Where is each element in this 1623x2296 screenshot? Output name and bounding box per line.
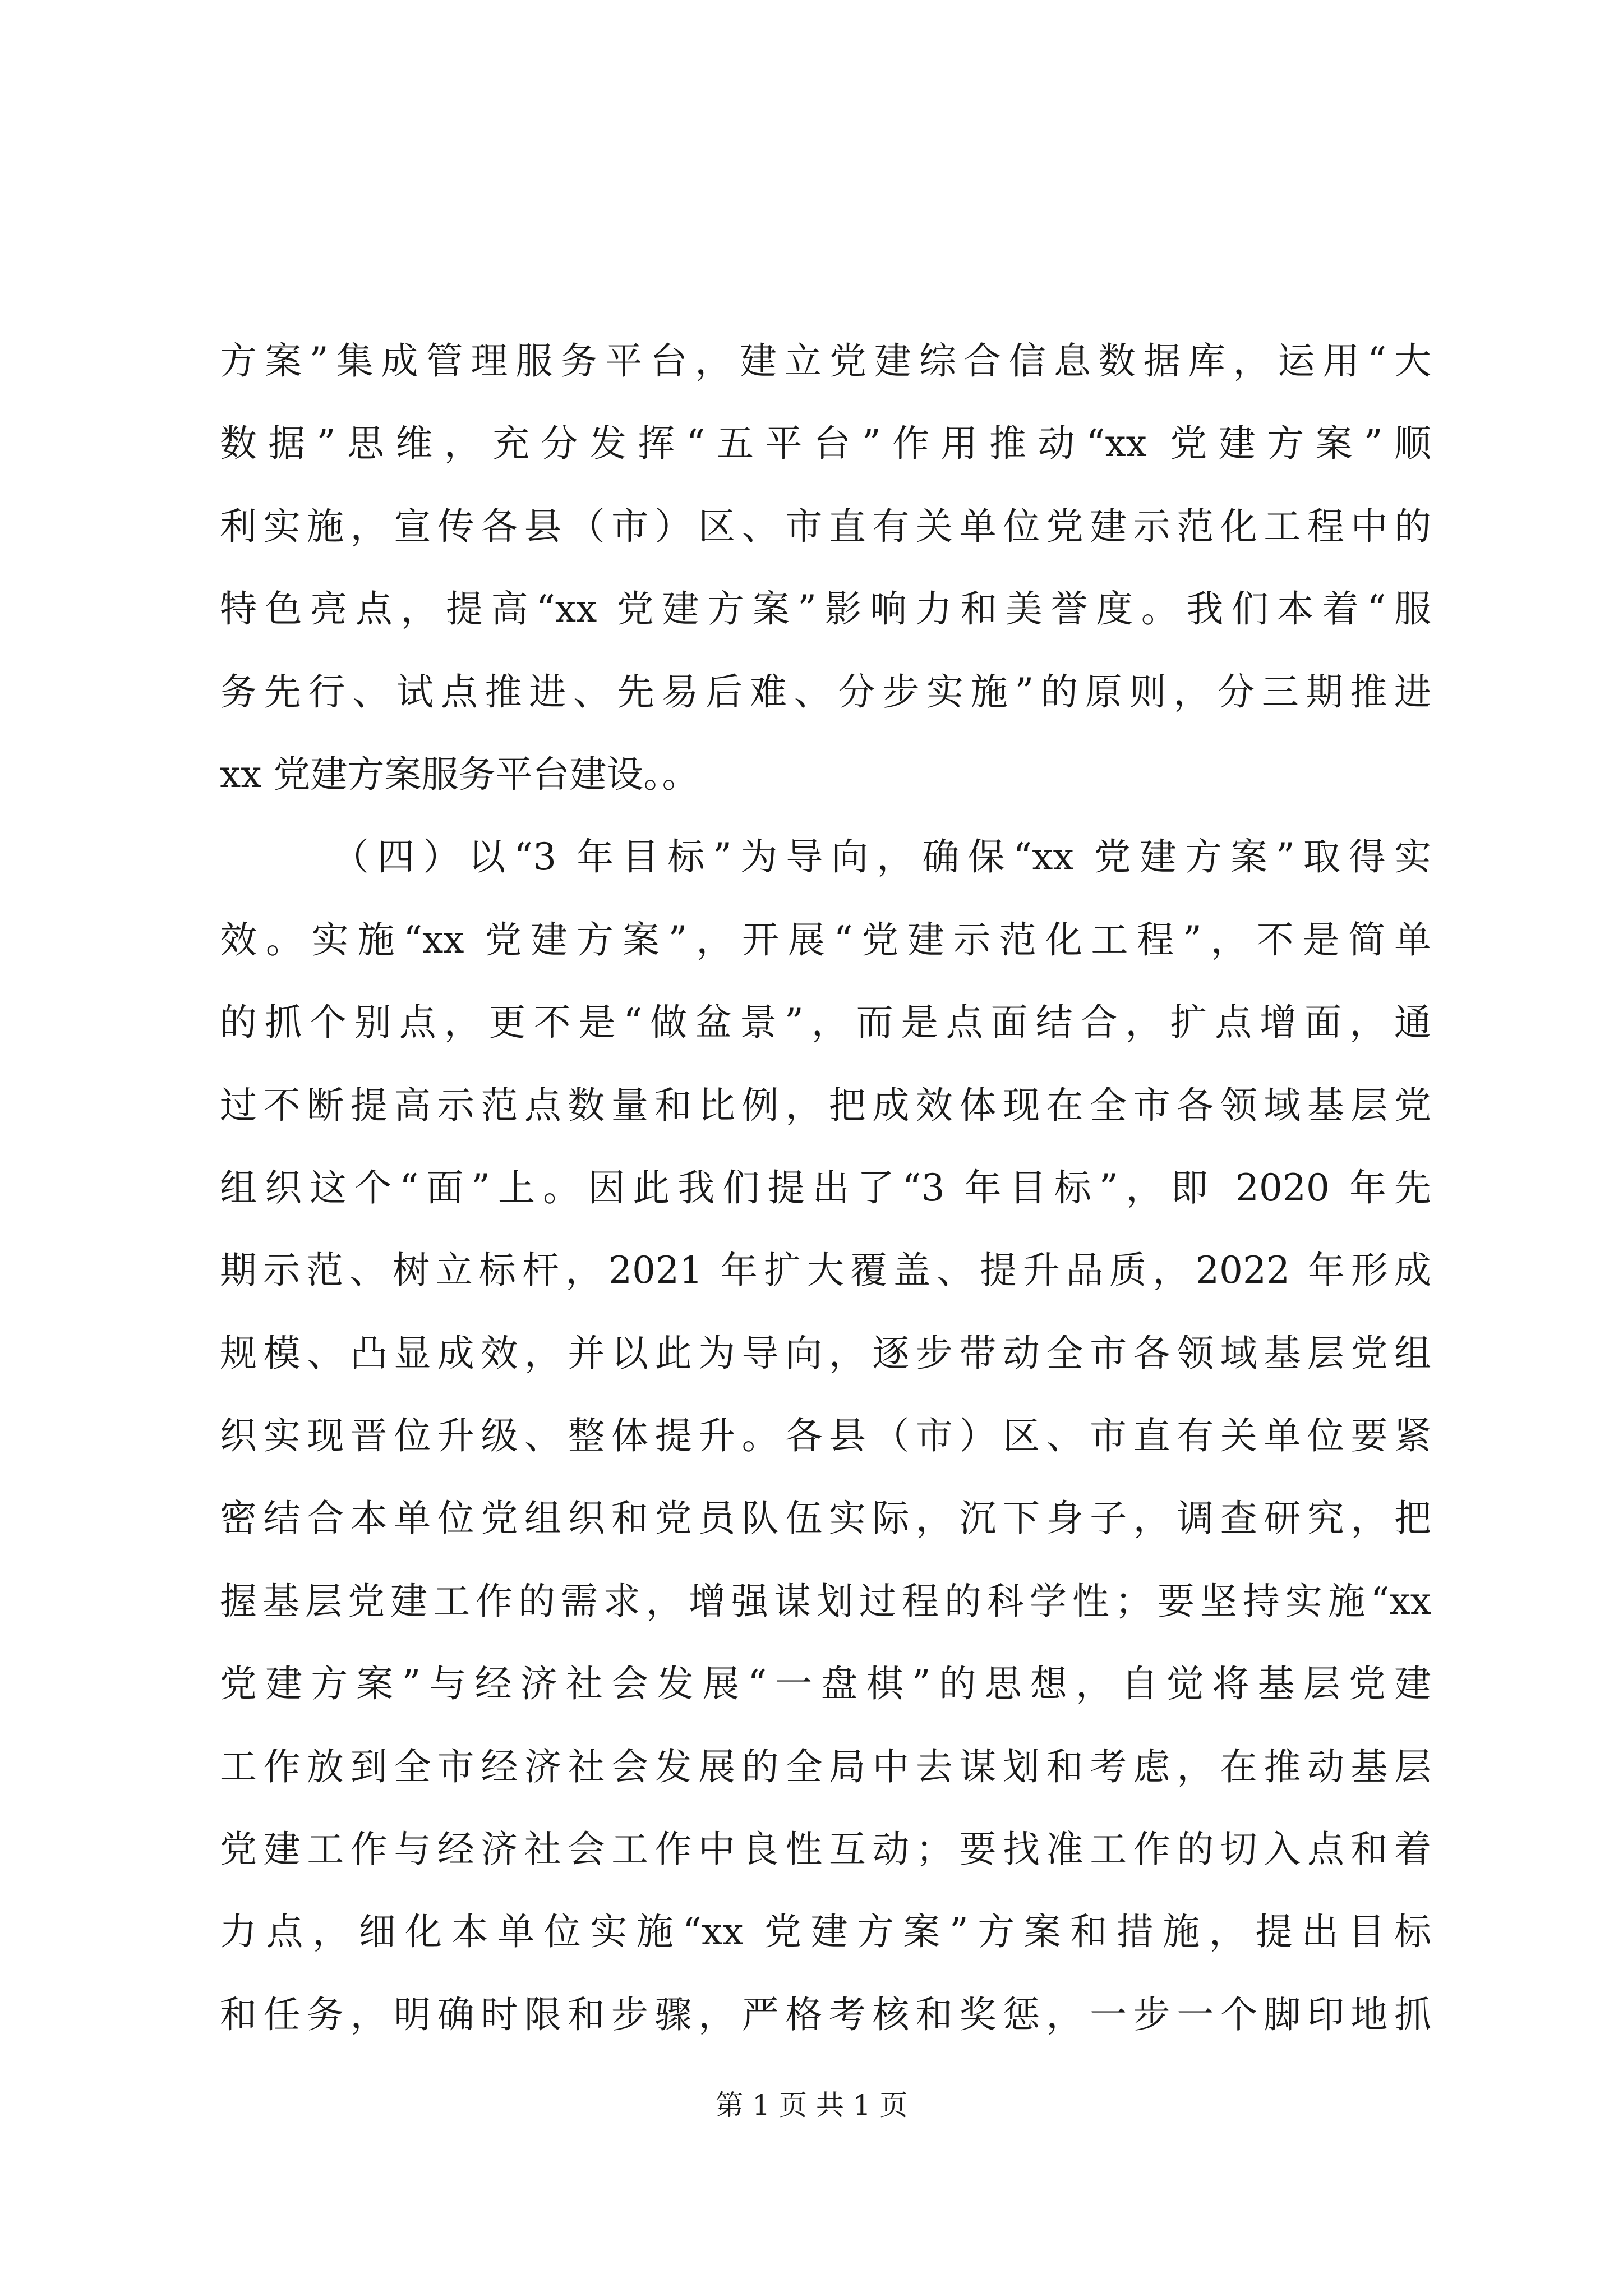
text-line: 和任务，明确时限和步骤，严格考核和奖惩，一步一个脚印地抓 xyxy=(220,1993,1431,2036)
page-footer: 第 1 页 共 1 页 xyxy=(715,2089,908,2122)
text-line: 党建方案”与经济社会发展“一盘棋”的思想，自觉将基层党建 xyxy=(220,1662,1431,1706)
text-line: 过不断提高示范点数量和比例，把成效体现在全市各领域基层党 xyxy=(220,1083,1431,1127)
text-line: 工作放到全市经济社会发展的全局中去谋划和考虑，在推动基层 xyxy=(220,1745,1431,1788)
text-line: 效。实施“xx 党建方案”，开展“党建示范化工程”，不是简单 xyxy=(220,918,1431,961)
text-line: 密结合本单位党组织和党员队伍实际，沉下身子，调查研究，把 xyxy=(220,1497,1431,1540)
text-line: 特色亮点，提高“xx 党建方案”影响力和美誉度。我们本着“服 xyxy=(220,587,1431,631)
text-line: 期示范、树立标杆，2021 年扩大覆盖、提升品质，2022 年形成 xyxy=(220,1249,1431,1292)
body-text xyxy=(220,320,1431,2056)
paragraph-heading-line: （四）以“3 年目标”为导向，确保“xx 党建方案”取得实 xyxy=(332,835,1431,879)
text-line: xx 党建方案服务平台建设。。 xyxy=(220,752,699,796)
text-line: 方案”集成管理服务平台，建立党建综合信息数据库，运用“大 xyxy=(220,339,1431,383)
text-line: 织实现晋位升级、整体提升。各县（市）区、市直有关单位要紧 xyxy=(220,1414,1431,1458)
text-line: 握基层党建工作的需求，增强谋划过程的科学性；要坚持实施“xx xyxy=(220,1579,1431,1623)
text-line: 党建工作与经济社会工作中良性互动；要找准工作的切入点和着 xyxy=(220,1828,1431,1871)
text-line: 务先行、试点推进、先易后难、分步实施”的原则，分三期推进 xyxy=(220,670,1431,714)
text-line: 数据”思维，充分发挥“五平台”作用推动“xx 党建方案”顺 xyxy=(220,422,1431,466)
text-line: 组织这个“面”上。因此我们提出了“3 年目标”，即 2020 年先 xyxy=(220,1166,1431,1209)
text-line: 力点，细化本单位实施“xx 党建方案”方案和措施，提出目标 xyxy=(220,1910,1431,1954)
text-line: 的抓个别点，更不是“做盆景”，而是点面结合，扩点增面，通 xyxy=(220,1001,1431,1045)
text-line: 利实施，宣传各县（市）区、市直有关单位党建示范化工程中的 xyxy=(220,504,1431,548)
text-line: 规模、凸显成效，并以此为导向，逐步带动全市各领域基层党组 xyxy=(220,1331,1431,1375)
